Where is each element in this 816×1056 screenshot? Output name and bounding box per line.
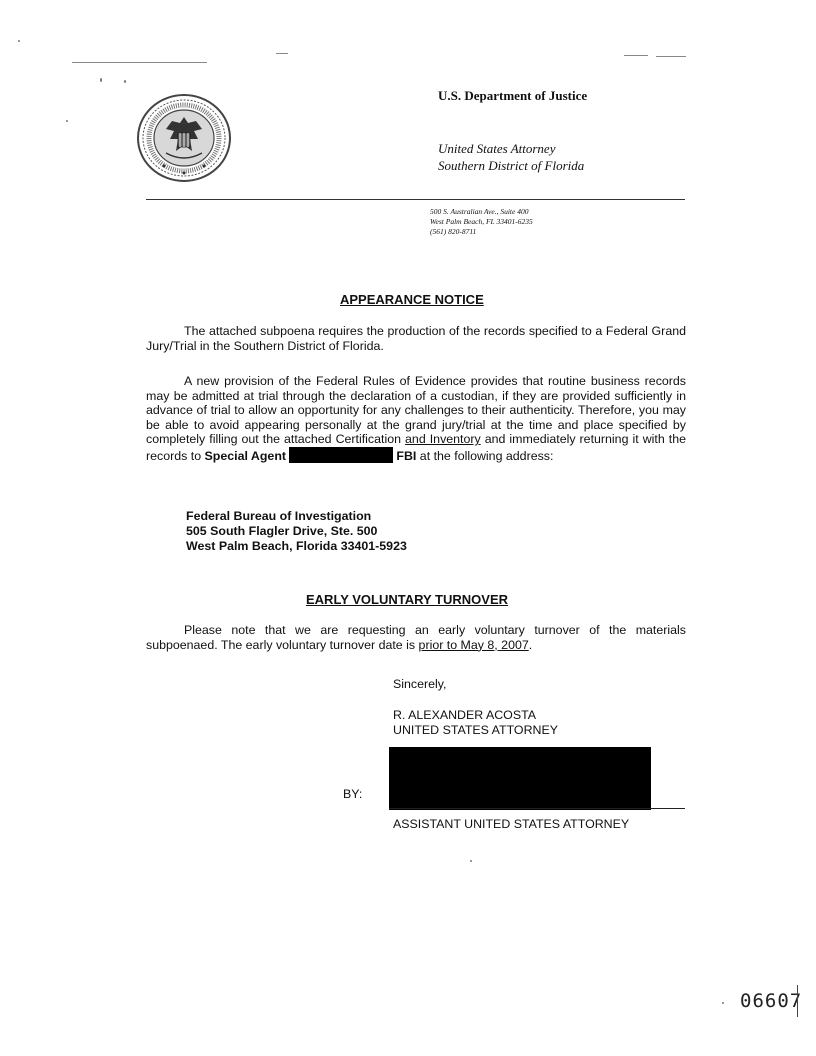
signature-line: [389, 808, 685, 809]
notice-paragraph-2: [146, 374, 686, 464]
scan-artifact: [656, 56, 686, 57]
paragraph-text: .: [528, 637, 533, 652]
signatory-name: R. ALEXANDER ACOSTA: [393, 708, 536, 722]
scan-artifact: [66, 120, 68, 122]
address-line: West Palm Beach, Florida 33401-5923: [186, 539, 407, 553]
closing: Sincerely,: [393, 677, 447, 691]
address-line: (561) 820-8711: [430, 227, 477, 236]
page-edge-line: [797, 985, 798, 1017]
appearance-notice-title: APPEARANCE NOTICE: [340, 292, 484, 307]
redaction-block: [309, 447, 393, 463]
scan-artifact: [276, 53, 288, 54]
scan-artifact: [124, 80, 126, 83]
signatory-block: [393, 708, 558, 738]
office-title: United States Attorney: [438, 141, 556, 156]
bates-number: 06607: [740, 990, 803, 1012]
address-line: West Palm Beach, FL 33401-6235: [430, 217, 533, 226]
paragraph-text: A new provision of the Federal Rules of Evidence provides that routine business records may be admitted at trial through the declaration of a custodian, if they are provided sufficiently in advance of trial to allow an opportunity for any challenges to their authenticity. Therefore, you may be able to avoid appearing personally at the grand jury/trial at the time and place specified by completely filling out the attached Certification: [146, 374, 686, 447]
office-district: Southern District of Florida: [438, 158, 585, 173]
early-turnover-title: EARLY VOLUNTARY TURNOVER: [306, 592, 509, 607]
address-line: 505 South Flagler Drive, Ste. 500: [186, 524, 378, 538]
scan-artifact: [72, 62, 207, 63]
paragraph-text: The attached subpoena requires the production of the records specified to a Federal Grand Jury/Trial in the Southern District of Florida.: [146, 324, 686, 353]
letterhead-rule: [146, 199, 685, 200]
scan-artifact: [100, 78, 102, 82]
certification-link-text: and Inventory: [405, 432, 481, 447]
signer-title: ASSISTANT UNITED STATES ATTORNEY: [393, 817, 630, 831]
address-line: Federal Bureau of Investigation: [186, 509, 372, 523]
signatory-office: UNITED STATES ATTORNEY: [393, 723, 558, 737]
office-address: [430, 207, 533, 237]
special-agent-label: Special Agent: [204, 448, 287, 463]
scan-artifact: [624, 55, 648, 56]
by-label: BY:: [343, 787, 363, 801]
office-block: [438, 140, 584, 174]
paragraph-text: at the following address:: [416, 448, 554, 463]
turnover-paragraph: [146, 623, 686, 652]
paragraph-text: Please note that we are requesting an early voluntary turnover of the materials subpoenaed. The early voluntary turnover date is: [146, 623, 686, 652]
signature-redaction-block: [389, 747, 651, 810]
paragraph-text: and immediately returning it with the records to: [146, 432, 686, 463]
address-line: 500 S. Australian Ave., Suite 400: [430, 207, 529, 216]
turnover-date: prior to May 8, 2007: [418, 637, 529, 652]
fbi-label: FBI: [396, 448, 417, 463]
notice-paragraph-1: [146, 324, 686, 353]
fbi-address-block: [186, 509, 407, 554]
doj-seal-icon: [136, 93, 232, 183]
scan-artifact: [18, 40, 20, 42]
scan-artifact: [722, 1002, 724, 1004]
scan-artifact: [470, 860, 472, 862]
department-heading: U.S. Department of Justice: [438, 88, 588, 103]
